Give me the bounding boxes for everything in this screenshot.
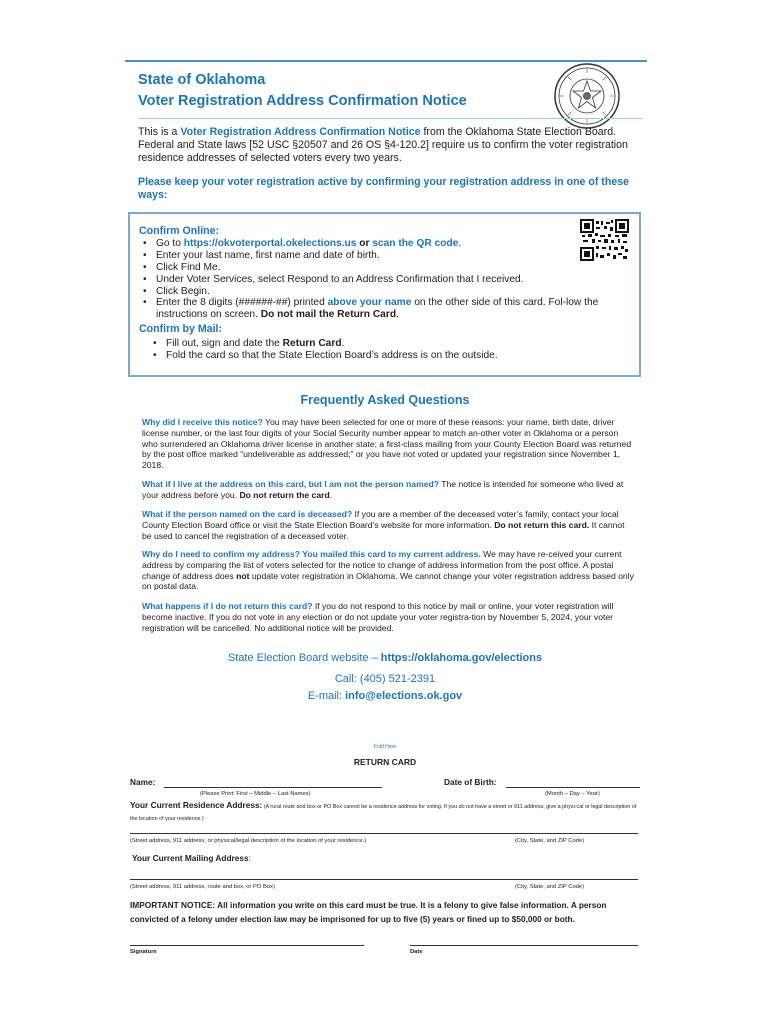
faq-question-1: Why did I receive this notice? (142, 417, 263, 427)
confirm-online-title: Confirm Online: (139, 225, 220, 237)
title-divider (138, 118, 642, 119)
residence-hint-right: (City, State, and ZIP Code) (515, 838, 585, 844)
online-step-3: • Click Find Me. (156, 262, 636, 274)
faq-question-4: Why do I need to confirm my address? You mailed this card to my current address. (142, 549, 481, 559)
mail-step1-end: . (341, 338, 345, 349)
confirm-mail-title: Confirm by Mail: (139, 323, 222, 335)
residence-label-block (130, 800, 642, 824)
website-label: State Election Board website – (227, 652, 381, 664)
mailing-hint-left: (Street address, 911 address, route and box, or PO Box) (130, 884, 275, 890)
intro-highlight: Voter Registration Address Confirmation Notice (180, 126, 421, 138)
mailing-hint-right: (City, State, and ZIP Code) (515, 884, 585, 890)
important-notice: IMPORTANT NOTICE: All information you write on this card must be true. It is a felony to give false information. A person convicted of a felony under election law may be imprisoned for up to five (5) years or fined up to $50,000 or both. (130, 900, 607, 924)
phone-line: Call: (405) 521-2391 (334, 673, 436, 685)
residence-note: (A rural route and box or PO Box cannot be a residence address for voting. If you do not have a street or 911 address, give a physi-cal or legal description of the location of your residence.) (130, 804, 637, 822)
page-subtitle: Voter Registration Address Confirmation Notice (138, 93, 467, 109)
residence-hint-left: (Street address, 911 address, or physical/legal description of the location of your residence.) (130, 838, 367, 844)
faq-item-1 (142, 417, 634, 471)
faq-title: Frequently Asked Questions (300, 393, 470, 407)
date-label: Date (410, 949, 423, 955)
date-field[interactable] (410, 945, 638, 946)
dob-field[interactable] (506, 787, 640, 788)
name-hint: (Please Print: First – Middle – Last Names) (200, 791, 311, 797)
mail-step-2: • Fold the card so that the State Election Board’s address is on the outside. (166, 350, 626, 362)
faq-answer-4: We may have re-ceived your current address by comparing the list of voters selected for the notice to change of address information from the post office. A postal change of address does (142, 549, 622, 581)
intro-rest: from the Oklahoma State Election Board. Federal and State laws [52 USC §20507 and 26 OS §4-120.2] require us to confirm the voter registration residence addresses of selected voters every two years. (138, 126, 628, 164)
faq-item-5 (142, 601, 634, 633)
state-seal-icon (553, 62, 621, 130)
faq-question-2: What if I live at the address on this card, but I am not the person named? (142, 479, 440, 489)
name-label: Name: (130, 777, 156, 787)
online-step-6 (156, 297, 632, 321)
step1-or: or (356, 238, 373, 249)
faq-answer-2-end: . (329, 489, 333, 500)
step1-text: Go to (156, 238, 184, 249)
step6-end: . (396, 309, 399, 320)
online-step-1 (156, 238, 636, 250)
signature-label: Signature (130, 949, 157, 955)
residence-address-field[interactable] (130, 833, 638, 834)
faq-answer-3-bold: Do not return this card. (494, 519, 590, 530)
step6-mid: on the other side of this card. Fol-low the instructions on screen. (156, 297, 599, 320)
name-field[interactable] (164, 787, 382, 788)
mailing-address-field[interactable] (130, 879, 638, 880)
intro-paragraph (138, 126, 643, 165)
mailing-colon: : (248, 853, 251, 863)
online-step-4: • Under Voter Services, select Respond to an Address Confirmation that I received. (156, 274, 636, 286)
mail-step1-text: Fill out, sign and date the (166, 338, 283, 349)
mailing-label-block (132, 853, 251, 863)
faq-answer-2-bold: Do not return the card (239, 489, 330, 500)
signature-field[interactable] (130, 945, 364, 946)
mail-step1-bold: Return Card (282, 338, 342, 349)
intro-prefix: This is a (138, 126, 181, 138)
faq-item-4 (142, 549, 634, 592)
faq-answer-3-end: It cannot be used to cancel the registration of a deceased voter. (142, 519, 625, 541)
faq-answer-4-end: update voter registration in Oklahoma. We cannot change your voter registration address based only on postal data. (142, 570, 634, 592)
faq-question-5: What happens if I do not return this card? (142, 601, 313, 611)
voter-portal-link[interactable]: https://okvoterportal.okelections.us (183, 238, 357, 249)
fold-here-label: Fold Here (374, 744, 396, 750)
mailing-label: Your Current Mailing Address (132, 853, 249, 863)
faq-question-3: What if the person named on the card is deceased? (142, 509, 353, 519)
return-card-title: RETURN CARD (353, 757, 417, 767)
keep-active-heading: Please keep your voter registration active by confirming your registration address in one of these ways: (138, 176, 629, 201)
faq-answer-3: If you are a member of the deceased voter’s family, contact your local County Election Board office or visit the State Election Board’s website for more information. (142, 509, 619, 530)
online-step-5: • Click Begin. (156, 286, 636, 298)
step6-highlight: above your name (327, 297, 412, 308)
step6-text: Enter the 8 digits (######-##) printed (156, 297, 328, 308)
faq-item-3 (142, 509, 634, 541)
faq-answer-5: If you do not respond to this notice by mail or online, your voter registration will become inactive. If you do not vote in any election or do not update your voter registra-tion by November 5, 2024, your voter registration will be cancelled. No additional notice will be provided. (142, 601, 614, 633)
page-title: State of Oklahoma (138, 72, 266, 88)
faq-item-2 (142, 479, 634, 501)
faq-answer-4-bold: not (236, 570, 250, 581)
mail-step-1 (166, 338, 626, 350)
email-line (0, 690, 770, 702)
dob-label: Date of Birth: (444, 777, 497, 787)
step1-end: . (458, 238, 462, 249)
online-step-2: • Enter your last name, first name and date of birth. (156, 250, 636, 262)
faq-answer-2: The notice is intended for someone who lived at your address before you. (142, 479, 624, 500)
step6-bold: Do not mail the Return Card (260, 309, 397, 320)
email-link[interactable]: info@elections.ok.gov (345, 690, 463, 702)
website-link[interactable]: https://oklahoma.gov/elections (380, 652, 543, 664)
dob-hint: (Month – Day – Year) (545, 791, 600, 797)
website-line (0, 652, 770, 664)
email-label: E-mail: (307, 690, 346, 702)
residence-label: Your Current Residence Address: (130, 800, 263, 810)
scan-qr-text: scan the QR code (372, 238, 459, 249)
faq-answer-1: You may have been selected for one or more of these reasons: your name, birth date, driver license number, or the last four digits of your Social Security number appear to match an-other voter in Oklahoma or a person who surrendered an Oklahoma driver license in another state; a first-class mailing from your County Election Board was returned by the post office marked “undeliverable as addressed;” or you have not voted or updated your registration since November 1, 2018. (142, 417, 632, 471)
